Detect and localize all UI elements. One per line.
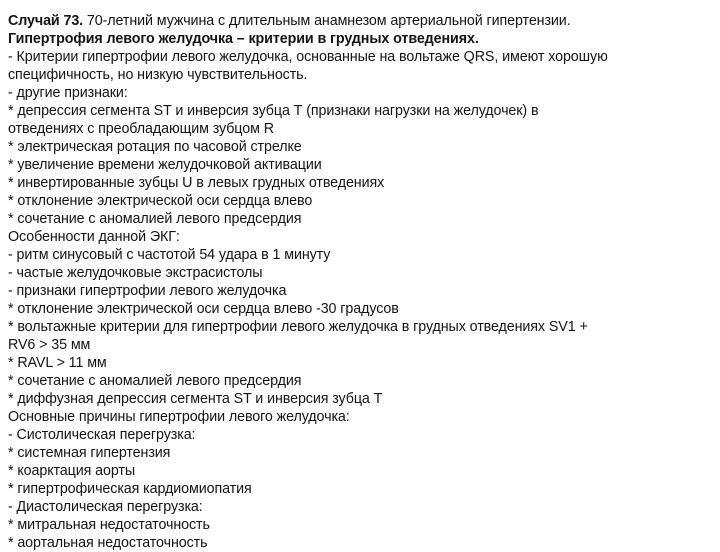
case-description: 70-летний мужчина с длительным анамнезом артериальной гипертензии.	[83, 13, 571, 29]
text-line: * инвертированные зубцы U в левых грудных отведениях	[8, 175, 385, 191]
text-line: - другие признаки:	[8, 85, 128, 101]
text-line: * электрическая ротация по часовой стрелке	[8, 139, 302, 155]
case-number: Случай 73.	[8, 13, 84, 29]
text-line: - признаки гипертрофии левого желудочка	[8, 283, 287, 299]
text-line: * диффузная депрессия сегмента ST и инверсия зубца T	[8, 391, 383, 407]
text-line: * RAVL > 11 мм	[8, 355, 107, 371]
document-body	[8, 12, 714, 552]
text-line: * сочетание с аномалией левого предсердия	[8, 211, 302, 227]
text-line: * отклонение электрической оси сердца влево	[8, 193, 313, 209]
text-line: * системная гипертензия	[8, 445, 171, 461]
text-line: - Критерии гипертрофии левого желудочка, основанные на вольтаже QRS, имеют хорошую	[8, 49, 608, 65]
text-line: * вольтажные критерии для гипертрофии левого желудочка в грудных отведениях SV1 +	[8, 319, 588, 335]
text-line: * коарктация аорты	[8, 463, 136, 479]
text-line: * аортальная недостаточность	[8, 535, 208, 551]
text-line: отведениях с преобладающим зубцом R	[8, 121, 274, 137]
text-line: RV6 > 35 мм	[8, 337, 91, 353]
text-line: - Систолическая перегрузка:	[8, 427, 196, 443]
text-line: - Диастолическая перегрузка:	[8, 499, 203, 515]
text-line: специфичность, но низкую чувствительность.	[8, 67, 308, 83]
text-line: * депрессия сегмента ST и инверсия зубца Т (признаки нагрузки на желудочек) в	[8, 103, 539, 119]
text-line: * гипертрофическая кардиомиопатия	[8, 481, 252, 497]
text-line: - частые желудочковые экстрасистолы	[8, 265, 263, 281]
text-line: * митральная недостаточность	[8, 517, 210, 533]
text-line: Особенности данной ЭКГ:	[8, 229, 180, 245]
text-line: * сочетание с аномалией левого предсердия	[8, 373, 302, 389]
text-line: Основные причины гипертрофии левого желудочка:	[8, 409, 350, 425]
case-title	[8, 12, 714, 30]
text-line: * увеличение времени желудочковой активации	[8, 157, 322, 173]
text-line: * отклонение электрической оси сердца влево -30 градусов	[8, 301, 399, 317]
section-heading: Гипертрофия левого желудочка – критерии в грудных отведениях.	[8, 31, 479, 47]
text-line: - ритм синусовый с частотой 54 удара в 1 минуту	[8, 247, 331, 263]
